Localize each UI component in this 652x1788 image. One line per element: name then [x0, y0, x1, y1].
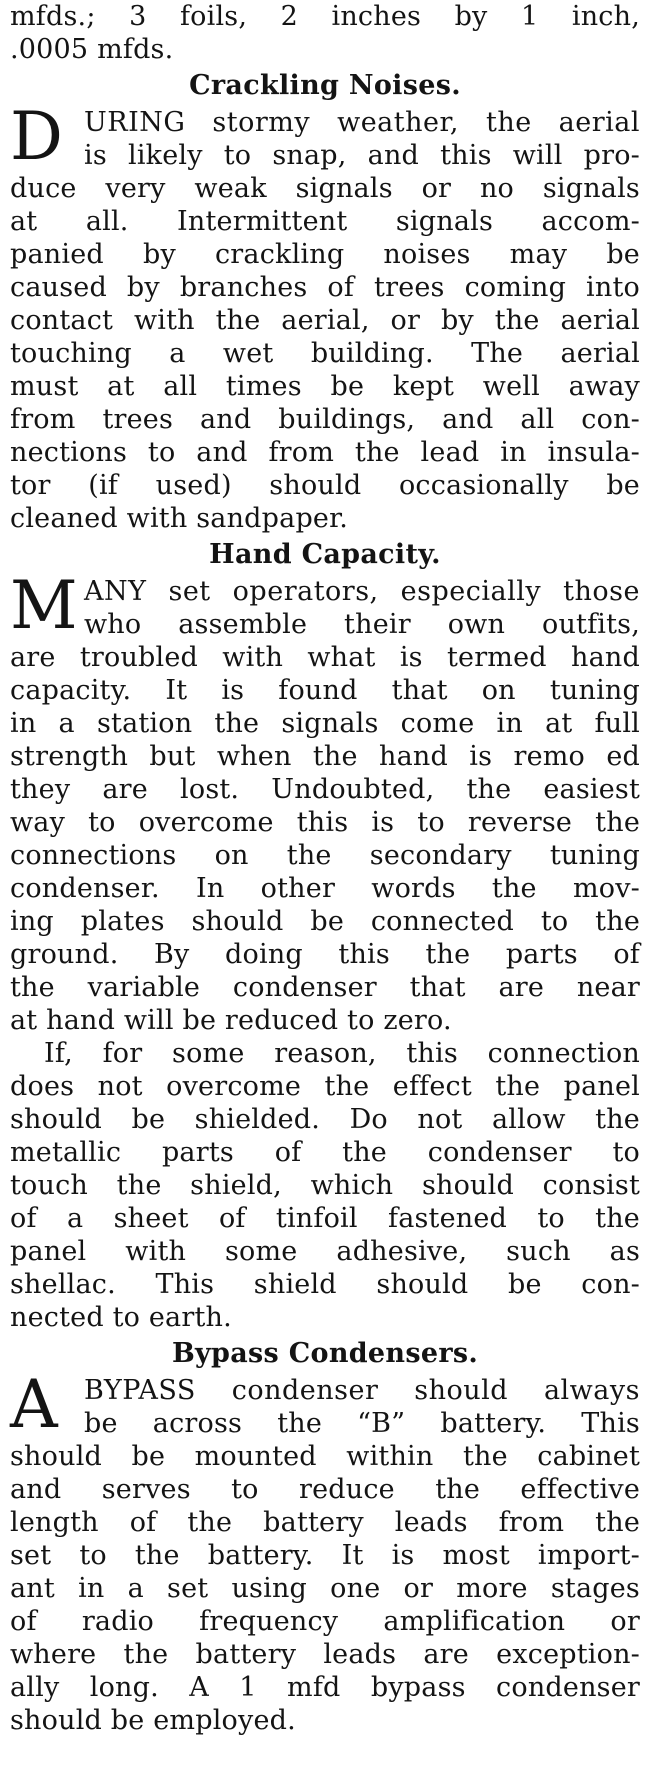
text-line: should be employed.: [10, 1705, 296, 1736]
text-line: ing plates should be connected to the: [10, 906, 640, 937]
text-line: capacity. It is found that on tuning: [10, 675, 640, 706]
text-line: in a station the signals come in at full: [10, 708, 640, 739]
text-line: condenser. In other words the mov-: [10, 873, 640, 904]
section-heading-bypass-condensers: Bypass Condensers.: [171, 1338, 479, 1369]
first-line-text: ANY set operators, especially those: [84, 576, 640, 607]
text-line: of radio frequency amplification or: [10, 1606, 640, 1637]
text-line: nected to earth.: [10, 1302, 232, 1333]
text-line: .0005 mfds.: [10, 34, 174, 65]
text-line: nections to and from the lead in insula-: [10, 437, 640, 468]
text-line: touch the shield, which should consist: [10, 1170, 640, 1201]
text-line: length of the battery leads from the: [10, 1507, 640, 1538]
text-line: where the battery leads are exception-: [10, 1639, 640, 1670]
text-line: duce very weak signals or no signals: [10, 173, 640, 204]
first-line-text: URING stormy weather, the aerial: [84, 107, 640, 138]
text-line: way to overcome this is to reverse the: [10, 807, 640, 838]
text-line: panel with some adhesive, such as: [10, 1236, 640, 1267]
drop-cap: D: [10, 98, 63, 175]
text-line: is likely to snap, and this will pro-: [84, 140, 640, 171]
text-line: mfds.; 3 foils, 2 inches by 1 inch,: [10, 1, 640, 32]
text-line: does not overcome the effect the panel: [10, 1071, 640, 1102]
text-line: contact with the aerial, or by the aerial: [10, 305, 640, 336]
article-column: [10, 0, 640, 1737]
text-line: ground. By doing this the parts of: [10, 939, 640, 970]
drop-cap: M: [10, 567, 78, 644]
text-line: must at all times be kept well away: [10, 371, 640, 402]
text-line: panied by crackling noises may be: [10, 239, 640, 270]
text-line: metallic parts of the condenser to: [10, 1137, 640, 1168]
text-line: of a sheet of tinfoil fastened to the: [10, 1203, 640, 1234]
text-line: touching a wet building. The aerial: [10, 338, 640, 369]
text-line: connections on the secondary tuning: [10, 840, 640, 871]
text-line: tor (if used) should occasionally be: [10, 470, 640, 501]
text-line: who assemble their own outfits,: [84, 609, 640, 640]
first-line-text: BYPASS condenser should always: [84, 1375, 640, 1406]
text-line: be across the “B” battery. This: [84, 1408, 640, 1439]
text-line: shellac. This shield should be con-: [10, 1269, 640, 1300]
text-line: cleaned with sandpaper.: [10, 503, 349, 534]
text-line: they are lost. Undoubted, the easiest: [10, 774, 640, 805]
drop-cap: A: [10, 1366, 58, 1443]
text-line: ally long. A 1 mfd bypass condenser: [10, 1672, 640, 1703]
text-line: If, for some reason, this connection: [44, 1038, 640, 1069]
text-line: the variable condenser that are near: [10, 972, 640, 1003]
text-line: should be shielded. Do not allow the: [10, 1104, 640, 1135]
text-line: strength but when the hand is remo ed: [10, 741, 640, 772]
text-line: from trees and buildings, and all con-: [10, 404, 640, 435]
text-line: set to the battery. It is most import-: [10, 1540, 640, 1571]
text-line: ant in a set using one or more stages: [10, 1573, 640, 1604]
text-line: are troubled with what is termed hand: [10, 642, 640, 673]
text-line: at hand will be reduced to zero.: [10, 1005, 452, 1036]
section-heading-hand-capacity: Hand Capacity.: [209, 539, 441, 570]
section-heading-crackling-noises: Crackling Noises.: [189, 70, 461, 101]
text-line: and serves to reduce the effective: [10, 1474, 640, 1505]
text-line: caused by branches of trees coming into: [10, 272, 640, 303]
text-line: at all. Intermittent signals accom-: [10, 206, 640, 237]
text-line: should be mounted within the cabinet: [10, 1441, 640, 1472]
